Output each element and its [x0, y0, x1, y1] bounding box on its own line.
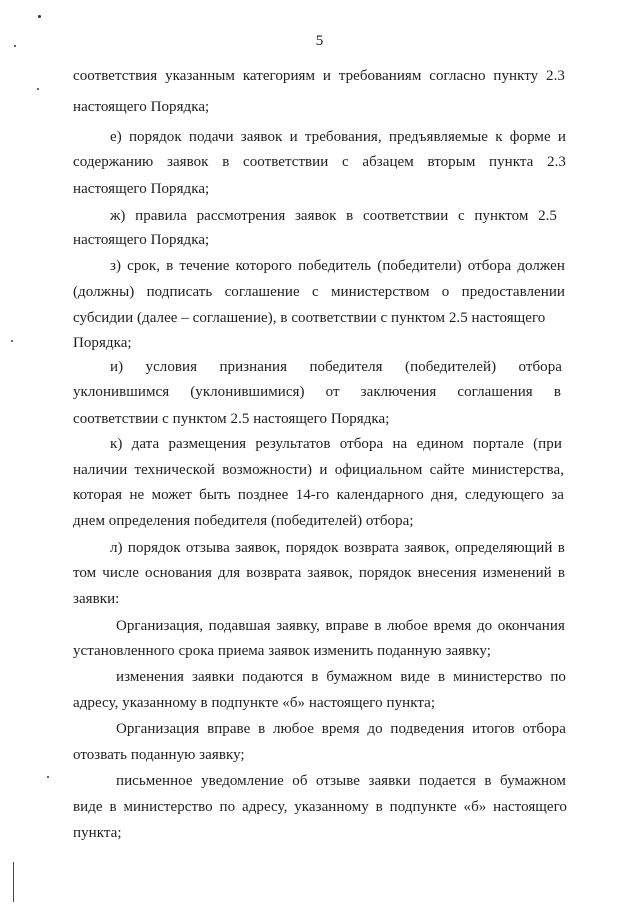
text-line: з) срок, в течение которого победитель (победители) отбора должен: [110, 258, 565, 274]
text-line: к) дата размещения результатов отбора на едином портале (при: [110, 436, 562, 452]
text-line: том числе основания для возврата заявок, порядок внесения изменений в: [73, 565, 565, 581]
text-line: пункта;: [73, 825, 122, 841]
text-line: изменения заявки подаются в бумажном виде в министерство по: [116, 669, 566, 685]
text-line: е) порядок подачи заявок и требования, предъявляемые к форме и: [110, 129, 566, 145]
text-line: виде в министерство по адресу, указанному в подпункте «б» настоящего: [73, 799, 567, 815]
text-line: уклонившимся (уклонившимися) от заключения соглашения в: [73, 384, 561, 400]
scan-speck: [47, 776, 49, 778]
text-line: наличии технической возможности) и официальном сайте министерства,: [73, 462, 564, 478]
scan-edge-mark: [13, 862, 14, 902]
text-line: соответствия указанным категориям и требованиям согласно пункту 2.3: [73, 68, 565, 84]
text-line: субсидии (далее – соглашение), в соответствии с пунктом 2.5 настоящего: [73, 310, 546, 326]
text-line: установленного срока приема заявок изменить поданную заявку;: [73, 643, 491, 659]
scan-speck: [11, 340, 13, 342]
text-line: л) порядок отзыва заявок, порядок возврата заявок, определяющий в: [110, 540, 565, 556]
scan-speck: [38, 15, 41, 18]
text-line: настоящего Порядка;: [73, 181, 210, 197]
text-line: адресу, указанному в подпункте «б» настоящего пункта;: [73, 695, 436, 711]
text-line: содержанию заявок в соответствии с абзацем вторым пункта 2.3: [73, 154, 566, 170]
text-line: Организация вправе в любое время до подведения итогов отбора: [116, 721, 566, 737]
page-number: 5: [315, 33, 324, 49]
text-line: соответствии с пунктом 2.5 настоящего Порядка;: [73, 411, 390, 427]
text-line: отозвать поданную заявку;: [73, 747, 245, 763]
text-line: заявки:: [73, 591, 120, 607]
text-line: (должны) подписать соглашение с министерством о предоставлении: [73, 284, 565, 300]
text-line: настоящего Порядка;: [73, 99, 210, 115]
text-line: настоящего Порядка;: [73, 232, 210, 248]
text-line: и) условия признания победителя (победителей) отбора: [110, 359, 562, 375]
scan-speck: [37, 88, 39, 90]
text-line: днем определения победителя (победителей) отбора;: [73, 513, 414, 529]
text-line: которая не может быть позднее 14-го календарного дня, следующего за: [73, 487, 564, 503]
text-line: письменное уведомление об отзыве заявки подается в бумажном: [116, 773, 566, 789]
text-line: ж) правила рассмотрения заявок в соответствии с пунктом 2.5: [110, 208, 557, 224]
text-line: Организация, подавшая заявку, вправе в любое время до окончания: [116, 618, 565, 634]
text-line: Порядка;: [73, 335, 132, 351]
